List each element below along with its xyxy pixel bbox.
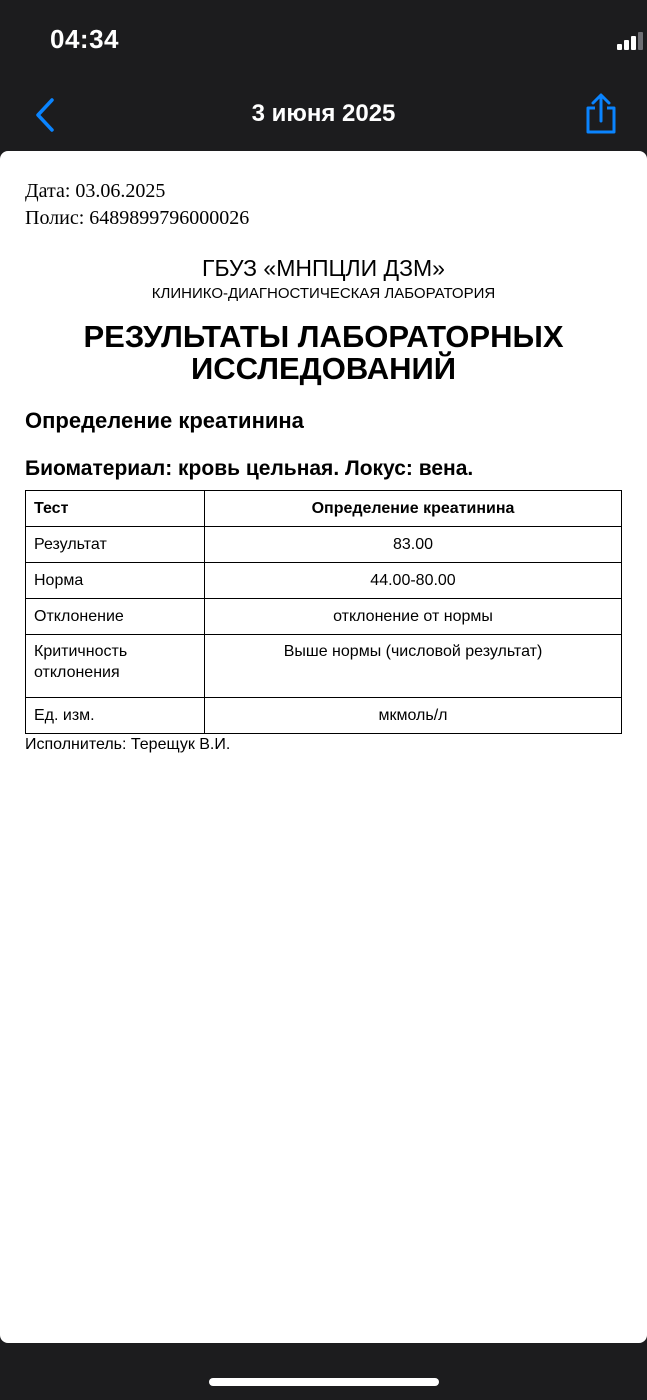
share-button[interactable] [581, 92, 621, 136]
table-row [26, 563, 622, 599]
row-label: Отклонение [26, 599, 205, 635]
table-row [26, 698, 622, 734]
table-header-label: Тест [26, 491, 205, 527]
row-value: отклонение от нормы [205, 599, 622, 635]
document-page [0, 151, 647, 1343]
row-label: Ед. изм. [26, 698, 205, 734]
table-header-value: Определение креатинина [205, 491, 622, 527]
row-label: Результат [26, 527, 205, 563]
test-name-heading: Определение креатинина [25, 408, 304, 433]
biomaterial-heading: Биоматериал: кровь цельная. Локус: вена. [25, 457, 474, 480]
status-time: 04:34 [50, 24, 119, 54]
policy-line: Полис: 6489899796000026 [25, 207, 250, 229]
organization-subtitle: КЛИНИКО-ДИАГНОСТИЧЕСКАЯ ЛАБОРАТОРИЯ [151, 285, 496, 302]
date-line: Дата: 03.06.2025 [25, 180, 166, 202]
results-table [25, 490, 622, 734]
row-value: мкмоль/л [205, 698, 622, 734]
row-label: Критичность отклонения [26, 635, 205, 698]
row-label: Норма [26, 563, 205, 599]
table-row [26, 527, 622, 563]
table-header-row [26, 491, 622, 527]
table-row [26, 635, 622, 698]
row-value: 44.00-80.00 [205, 563, 622, 599]
row-value: Выше нормы (числовой результат) [205, 635, 622, 698]
share-icon [581, 92, 621, 136]
organization-name: ГБУЗ «МНПЦЛИ ДЗМ» [202, 255, 445, 281]
nav-title: 3 июня 2025 [251, 100, 396, 127]
executor-line: Исполнитель: Терещук В.И. [25, 736, 231, 753]
document-title: РЕЗУЛЬТАТЫ ЛАБОРАТОРНЫХ ИССЛЕДОВАНИЙ [83, 319, 564, 386]
cellular-signal-icon [617, 32, 645, 50]
document-meta [25, 178, 249, 232]
status-bar [0, 0, 647, 84]
home-indicator[interactable] [209, 1378, 439, 1386]
row-value: 83.00 [205, 527, 622, 563]
navigation-bar [0, 84, 647, 150]
table-row [26, 599, 622, 635]
